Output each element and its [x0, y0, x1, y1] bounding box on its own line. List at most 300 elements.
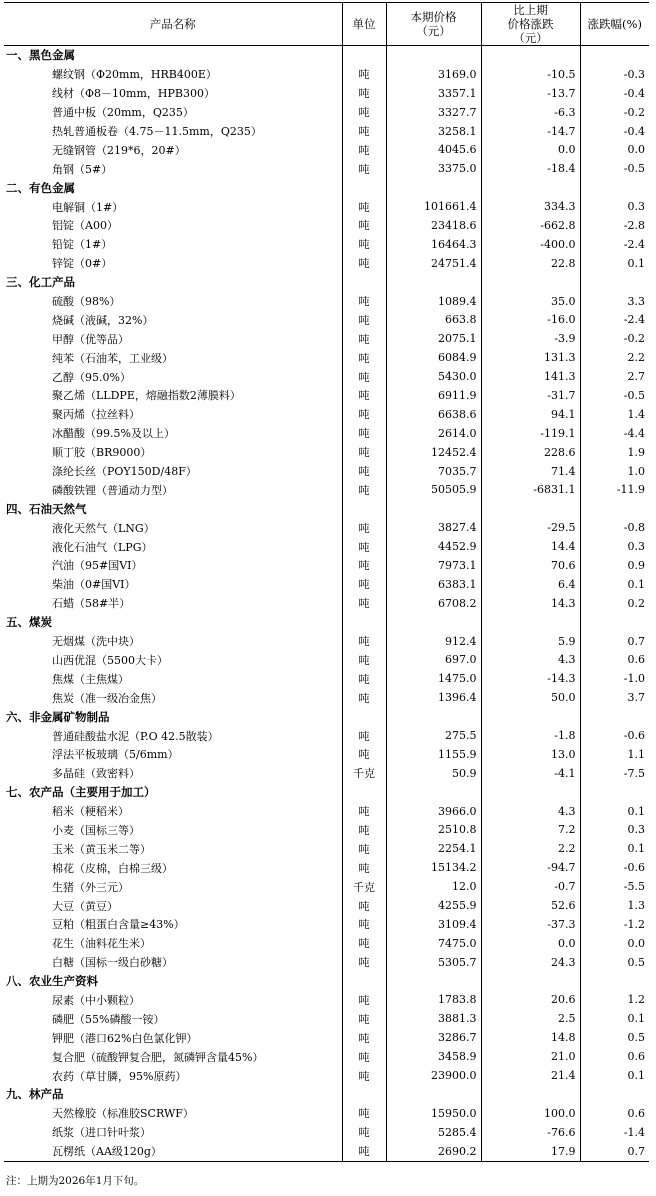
change-percent-cell: 1.3 [580, 896, 649, 915]
current-price-cell: 2614.0 [386, 424, 481, 443]
change-percent-cell: 0.2 [580, 594, 649, 613]
table-row [4, 197, 649, 216]
table-row [4, 877, 649, 896]
current-price-cell: 6638.6 [386, 405, 481, 424]
change-percent-cell: 0.9 [580, 556, 649, 575]
category-percent-cell [580, 273, 649, 292]
current-price-cell: 24751.4 [386, 254, 481, 273]
table-row [4, 896, 649, 915]
category-title: 九、林产品 [6, 1087, 64, 1102]
price-change-cell: -6831.1 [481, 480, 580, 499]
unit-cell: 吨 [342, 405, 386, 424]
current-price-cell: 4045.6 [386, 140, 481, 159]
unit-cell: 吨 [342, 216, 386, 235]
table-row [4, 839, 649, 858]
header-current-price-line2: （元） [416, 24, 451, 38]
category-price-cell [386, 707, 481, 726]
product-name: 无烟煤（洗中块） [52, 635, 140, 649]
product-name: 纯苯（石油苯，工业级） [52, 351, 173, 365]
table-row [4, 651, 649, 670]
header-price-change-line3: （元） [513, 31, 548, 45]
price-change-cell: -400.0 [481, 235, 580, 254]
header-current-price [386, 3, 481, 46]
price-change-cell: -16.0 [481, 310, 580, 329]
price-change-cell: 21.0 [481, 1047, 580, 1066]
current-price-cell: 15134.2 [386, 858, 481, 877]
header-price-change-line1: 比上期 [513, 3, 548, 17]
change-percent-cell: -4.4 [580, 424, 649, 443]
product-name: 稻米（粳稻米） [52, 805, 129, 819]
category-title: 八、农业生产资料 [6, 974, 98, 989]
unit-cell: 吨 [342, 235, 386, 254]
unit-cell: 吨 [342, 594, 386, 613]
table-row [4, 1104, 649, 1123]
category-change-cell [481, 1085, 580, 1104]
table-row [4, 65, 649, 84]
current-price-cell: 15950.0 [386, 1104, 481, 1123]
price-change-cell: -76.6 [481, 1123, 580, 1142]
header-unit: 单位 [342, 3, 386, 46]
change-percent-cell: 0.3 [580, 537, 649, 556]
unit-cell: 吨 [342, 1142, 386, 1161]
table-row [4, 103, 649, 122]
product-name: 聚乙烯（LLDPE，熔融指数2薄膜料） [52, 389, 241, 403]
unit-cell: 吨 [342, 1066, 386, 1085]
product-name: 甲醇（优等品） [52, 332, 129, 346]
change-percent-cell: 0.6 [580, 651, 649, 670]
table-row [4, 348, 649, 367]
category-unit-cell [342, 1085, 386, 1104]
table-row [4, 443, 649, 462]
change-percent-cell: 1.4 [580, 405, 649, 424]
unit-cell: 吨 [342, 424, 386, 443]
category-title: 七、农产品（主要用于加工） [6, 785, 156, 800]
price-change-cell: 22.8 [481, 254, 580, 273]
unit-cell: 吨 [342, 858, 386, 877]
price-change-cell: 2.5 [481, 1009, 580, 1028]
category-row [4, 178, 649, 197]
product-name: 热轧普通板卷（4.75－11.5mm，Q235） [52, 125, 262, 138]
table-footnote: 注：上期为2026年1月下旬。 [6, 1175, 145, 1187]
unit-cell: 吨 [342, 84, 386, 103]
category-row [4, 613, 649, 632]
current-price-cell: 4255.9 [386, 896, 481, 915]
change-percent-cell: 1.0 [580, 462, 649, 481]
price-change-cell: 14.8 [481, 1028, 580, 1047]
category-change-cell [481, 273, 580, 292]
price-change-cell: 71.4 [481, 462, 580, 481]
unit-cell: 吨 [342, 443, 386, 462]
unit-cell: 吨 [342, 934, 386, 953]
price-change-cell: -37.3 [481, 915, 580, 934]
price-change-cell: 7.2 [481, 821, 580, 840]
change-percent-cell: -1.4 [580, 1123, 649, 1142]
category-change-cell [481, 613, 580, 632]
unit-cell: 吨 [342, 1104, 386, 1123]
unit-cell: 吨 [342, 537, 386, 556]
current-price-cell: 3109.4 [386, 915, 481, 934]
category-unit-cell [342, 783, 386, 802]
price-change-cell: 141.3 [481, 367, 580, 386]
change-percent-cell: 1.2 [580, 991, 649, 1010]
header-price-change [481, 3, 580, 46]
change-percent-cell: 0.5 [580, 1028, 649, 1047]
category-price-cell [386, 1085, 481, 1104]
change-percent-cell: 0.3 [580, 821, 649, 840]
category-price-cell [386, 178, 481, 197]
category-title: 五、煤炭 [6, 615, 52, 630]
price-change-cell: 228.6 [481, 443, 580, 462]
current-price-cell: 16464.3 [386, 235, 481, 254]
unit-cell: 吨 [342, 632, 386, 651]
price-change-cell: -662.8 [481, 216, 580, 235]
category-percent-cell [580, 1085, 649, 1104]
unit-cell: 吨 [342, 745, 386, 764]
table-row [4, 386, 649, 405]
table-row [4, 122, 649, 141]
price-table [4, 2, 649, 1162]
product-name: 顺丁胶（BR9000） [52, 446, 152, 460]
table-row [4, 1066, 649, 1085]
product-name: 线材（Φ8－10mm，HPB300） [52, 87, 215, 101]
change-percent-cell: 0.1 [580, 1009, 649, 1028]
change-percent-cell: -2.4 [580, 235, 649, 254]
price-change-cell: -0.7 [481, 877, 580, 896]
current-price-cell: 7973.1 [386, 556, 481, 575]
product-name: 铅锭（1#） [52, 238, 113, 252]
price-change-cell: 0.0 [481, 934, 580, 953]
unit-cell: 吨 [342, 65, 386, 84]
product-name: 纸浆（进口针叶浆） [52, 1126, 151, 1140]
unit-cell: 吨 [342, 197, 386, 216]
header-change-percent: 涨跌幅(%) [580, 3, 649, 46]
current-price-cell: 5430.0 [386, 367, 481, 386]
table-row [4, 1009, 649, 1028]
unit-cell: 吨 [342, 292, 386, 311]
price-change-cell: -18.4 [481, 159, 580, 178]
price-change-cell: 2.2 [481, 839, 580, 858]
current-price-cell: 1396.4 [386, 688, 481, 707]
product-name: 聚丙烯（拉丝料） [52, 408, 140, 422]
change-percent-cell: -5.5 [580, 877, 649, 896]
current-price-cell: 12.0 [386, 877, 481, 896]
category-price-cell [386, 972, 481, 991]
table-row [4, 745, 649, 764]
current-price-cell: 912.4 [386, 632, 481, 651]
category-row [4, 46, 649, 65]
category-price-cell [386, 499, 481, 518]
price-change-cell: -14.3 [481, 669, 580, 688]
current-price-cell: 12452.4 [386, 443, 481, 462]
current-price-cell: 5305.7 [386, 953, 481, 972]
price-change-cell: 4.3 [481, 651, 580, 670]
current-price-cell: 50.9 [386, 764, 481, 783]
product-name: 角钢（5#） [52, 162, 113, 176]
table-row [4, 235, 649, 254]
current-price-cell: 1783.8 [386, 991, 481, 1010]
category-percent-cell [580, 613, 649, 632]
table-row [4, 480, 649, 499]
table-row [4, 1142, 649, 1161]
price-change-cell: 24.3 [481, 953, 580, 972]
price-change-cell: 14.4 [481, 537, 580, 556]
table-row [4, 953, 649, 972]
change-percent-cell: 3.7 [580, 688, 649, 707]
unit-cell: 吨 [342, 915, 386, 934]
unit-cell: 吨 [342, 726, 386, 745]
table-row [4, 915, 649, 934]
current-price-cell: 697.0 [386, 651, 481, 670]
current-price-cell: 3966.0 [386, 802, 481, 821]
table-row [4, 329, 649, 348]
category-unit-cell [342, 46, 386, 65]
change-percent-cell: -0.4 [580, 84, 649, 103]
category-change-cell [481, 707, 580, 726]
category-unit-cell [342, 707, 386, 726]
category-title: 一、黑色金属 [6, 48, 75, 63]
category-change-cell [481, 972, 580, 991]
category-unit-cell [342, 972, 386, 991]
category-row [4, 707, 649, 726]
category-change-cell [481, 178, 580, 197]
table-row [4, 991, 649, 1010]
price-change-cell: -4.1 [481, 764, 580, 783]
table-body [4, 46, 649, 1162]
product-name: 农药（草甘膦，95%原药） [52, 1069, 187, 1083]
product-name: 浮法平板玻璃（5/6mm） [52, 748, 179, 762]
category-row [4, 273, 649, 292]
unit-cell: 吨 [342, 159, 386, 178]
price-change-cell: 20.6 [481, 991, 580, 1010]
category-percent-cell [580, 707, 649, 726]
change-percent-cell: -7.5 [580, 764, 649, 783]
change-percent-cell: -0.6 [580, 858, 649, 877]
unit-cell: 吨 [342, 556, 386, 575]
change-percent-cell: 0.0 [580, 934, 649, 953]
price-change-cell: -3.9 [481, 329, 580, 348]
product-name: 涤纶长丝（POY150D/48F） [52, 465, 197, 479]
product-name: 石蜡（58#半） [52, 597, 131, 611]
product-name: 多晶硅（致密料） [52, 767, 140, 781]
product-name: 焦炭（准一级冶金焦） [52, 691, 162, 705]
unit-cell: 吨 [342, 821, 386, 840]
product-name: 小麦（国标三等） [52, 823, 140, 837]
unit-cell: 吨 [342, 839, 386, 858]
current-price-cell: 7475.0 [386, 934, 481, 953]
unit-cell: 吨 [342, 480, 386, 499]
unit-cell: 吨 [342, 140, 386, 159]
current-price-cell: 1089.4 [386, 292, 481, 311]
table-row [4, 556, 649, 575]
price-change-cell: 4.3 [481, 802, 580, 821]
product-name: 生猪（外三元） [52, 880, 129, 894]
product-name: 硫酸（98%） [52, 295, 121, 309]
category-change-cell [481, 783, 580, 802]
table-row [4, 821, 649, 840]
table-row [4, 254, 649, 273]
category-price-cell [386, 46, 481, 65]
price-change-cell: 6.4 [481, 575, 580, 594]
price-table-container [4, 2, 649, 1162]
change-percent-cell: -0.3 [580, 65, 649, 84]
product-name: 玉米（黄玉米二等） [52, 842, 151, 856]
current-price-cell: 3357.1 [386, 84, 481, 103]
table-row [4, 537, 649, 556]
price-change-cell: -29.5 [481, 518, 580, 537]
category-row [4, 783, 649, 802]
product-name: 尿素（中小颗粒） [52, 993, 140, 1007]
category-price-cell [386, 783, 481, 802]
current-price-cell: 2075.1 [386, 329, 481, 348]
product-name: 花生（油料花生米） [52, 937, 151, 951]
current-price-cell: 1475.0 [386, 669, 481, 688]
header-product-name: 产品名称 [4, 3, 342, 46]
table-row [4, 669, 649, 688]
current-price-cell: 6708.2 [386, 594, 481, 613]
product-name: 天然橡胶（标准胶SCRWF） [52, 1107, 194, 1121]
unit-cell: 吨 [342, 669, 386, 688]
category-unit-cell [342, 178, 386, 197]
price-change-cell: 52.6 [481, 896, 580, 915]
price-change-cell: 50.0 [481, 688, 580, 707]
current-price-cell: 7035.7 [386, 462, 481, 481]
change-percent-cell: -0.5 [580, 386, 649, 405]
table-row [4, 405, 649, 424]
current-price-cell: 3169.0 [386, 65, 481, 84]
unit-cell: 吨 [342, 1009, 386, 1028]
category-title: 四、石油天然气 [6, 501, 87, 516]
product-name: 电解铜（1#） [52, 200, 124, 214]
price-change-cell: 94.1 [481, 405, 580, 424]
unit-cell: 吨 [342, 953, 386, 972]
price-change-cell: 35.0 [481, 292, 580, 311]
table-row [4, 140, 649, 159]
table-header [4, 3, 649, 46]
change-percent-cell: 0.5 [580, 953, 649, 972]
change-percent-cell: 0.0 [580, 140, 649, 159]
table-row [4, 216, 649, 235]
change-percent-cell: 0.1 [580, 575, 649, 594]
product-name: 白糖（国标一级白砂糖） [52, 956, 173, 970]
category-row [4, 1085, 649, 1104]
price-change-cell: 100.0 [481, 1104, 580, 1123]
price-change-cell: 334.3 [481, 197, 580, 216]
current-price-cell: 2510.8 [386, 821, 481, 840]
unit-cell: 吨 [342, 1123, 386, 1142]
unit-cell: 吨 [342, 386, 386, 405]
change-percent-cell: 3.3 [580, 292, 649, 311]
product-name: 螺纹钢（Φ20mm，HRB400E） [52, 68, 217, 82]
current-price-cell: 6084.9 [386, 348, 481, 367]
change-percent-cell: -0.6 [580, 726, 649, 745]
current-price-cell: 3375.0 [386, 159, 481, 178]
table-row [4, 292, 649, 311]
unit-cell: 吨 [342, 254, 386, 273]
category-title: 三、化工产品 [6, 275, 75, 290]
change-percent-cell: 2.7 [580, 367, 649, 386]
change-percent-cell: -1.2 [580, 915, 649, 934]
price-change-cell: 0.0 [481, 140, 580, 159]
current-price-cell: 3881.3 [386, 1009, 481, 1028]
change-percent-cell: -2.4 [580, 310, 649, 329]
table-row [4, 1028, 649, 1047]
change-percent-cell: -0.8 [580, 518, 649, 537]
current-price-cell: 663.8 [386, 310, 481, 329]
price-change-cell: 131.3 [481, 348, 580, 367]
unit-cell: 吨 [342, 688, 386, 707]
category-unit-cell [342, 273, 386, 292]
price-change-cell: 5.9 [481, 632, 580, 651]
table-row [4, 726, 649, 745]
table-row [4, 84, 649, 103]
price-change-cell: -14.7 [481, 122, 580, 141]
table-row [4, 934, 649, 953]
current-price-cell: 1155.9 [386, 745, 481, 764]
change-percent-cell: 0.7 [580, 1142, 649, 1161]
product-name: 乙醇（95.0%） [52, 370, 131, 384]
price-change-cell: 17.9 [481, 1142, 580, 1161]
product-name: 普通中板（20mm，Q235） [52, 106, 194, 120]
table-row [4, 1047, 649, 1066]
category-change-cell [481, 46, 580, 65]
change-percent-cell: 1.9 [580, 443, 649, 462]
product-name: 磷酸铁锂（普通动力型） [52, 483, 173, 497]
current-price-cell: 3286.7 [386, 1028, 481, 1047]
product-name: 棉花（皮棉，白棉三级） [52, 861, 173, 875]
product-name: 山西优混（5500大卡） [52, 653, 168, 667]
category-percent-cell [580, 46, 649, 65]
change-percent-cell: 0.6 [580, 1104, 649, 1123]
unit-cell: 吨 [342, 122, 386, 141]
header-current-price-line1: 本期价格 [410, 10, 457, 24]
unit-cell: 吨 [342, 575, 386, 594]
category-percent-cell [580, 783, 649, 802]
change-percent-cell: 0.1 [580, 1066, 649, 1085]
change-percent-cell: 2.2 [580, 348, 649, 367]
change-percent-cell: 0.1 [580, 254, 649, 273]
table-row [4, 367, 649, 386]
table-row [4, 632, 649, 651]
current-price-cell: 23900.0 [386, 1066, 481, 1085]
unit-cell: 吨 [342, 348, 386, 367]
product-name: 无缝钢管（219*6，20#） [52, 143, 186, 157]
price-change-cell: 70.6 [481, 556, 580, 575]
unit-cell: 吨 [342, 367, 386, 386]
current-price-cell: 101661.4 [386, 197, 481, 216]
price-change-cell: -6.3 [481, 103, 580, 122]
current-price-cell: 275.5 [386, 726, 481, 745]
category-price-cell [386, 273, 481, 292]
change-percent-cell: -0.5 [580, 159, 649, 178]
price-change-cell: -13.7 [481, 84, 580, 103]
unit-cell: 吨 [342, 1028, 386, 1047]
table-row [4, 1123, 649, 1142]
change-percent-cell: -0.2 [580, 329, 649, 348]
change-percent-cell: 1.1 [580, 745, 649, 764]
change-percent-cell: -1.0 [580, 669, 649, 688]
unit-cell: 吨 [342, 1047, 386, 1066]
price-change-cell: -119.1 [481, 424, 580, 443]
current-price-cell: 3258.1 [386, 122, 481, 141]
product-name: 普通硅酸盐水泥（P.O 42.5散装） [52, 729, 219, 743]
change-percent-cell: -0.4 [580, 122, 649, 141]
table-row [4, 764, 649, 783]
change-percent-cell: 0.7 [580, 632, 649, 651]
unit-cell: 千克 [342, 877, 386, 896]
category-unit-cell [342, 613, 386, 632]
category-change-cell [481, 499, 580, 518]
current-price-cell: 3327.7 [386, 103, 481, 122]
